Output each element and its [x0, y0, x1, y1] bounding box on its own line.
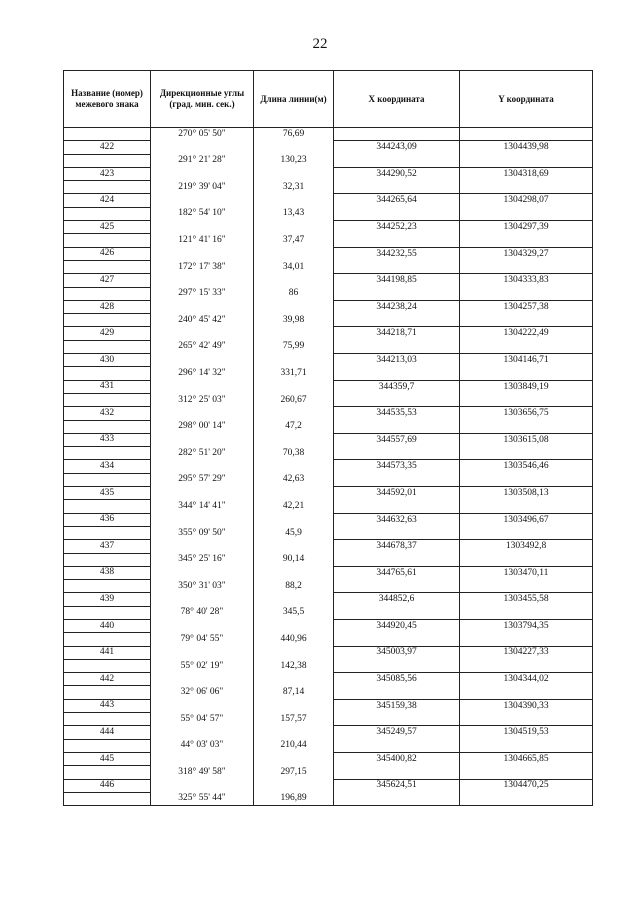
- y-coordinate-cell: 1303615,08: [460, 433, 593, 446]
- x-coordinate-cell: 344243,09: [334, 141, 460, 154]
- line-row: [64, 659, 593, 672]
- boundary-coordinates-table: [63, 70, 593, 806]
- header-y-coordinate: Y координата: [460, 71, 593, 128]
- point-name-cell: 442: [64, 673, 151, 686]
- point-name-cell: 422: [64, 141, 151, 154]
- point-row: [64, 141, 593, 154]
- line-length-cell: 210,44: [254, 739, 334, 752]
- y-coordinate-cell: 1304298,07: [460, 194, 593, 207]
- line-length-cell: 87,14: [254, 686, 334, 699]
- direction-angle-cell: 182° 54' 10": [151, 207, 254, 220]
- line-row: [64, 739, 593, 752]
- line-row: [64, 792, 593, 805]
- line-row: [64, 500, 593, 513]
- point-row: [64, 460, 593, 473]
- x-coordinate-cell: 344252,23: [334, 221, 460, 234]
- direction-angle-cell: 79° 04' 55": [151, 633, 254, 646]
- line-row: [64, 207, 593, 220]
- line-length-cell: 70,38: [254, 447, 334, 460]
- point-row: [64, 779, 593, 792]
- y-coordinate-cell: 1303492,8: [460, 540, 593, 553]
- direction-angle-cell: 32° 06' 06": [151, 686, 254, 699]
- line-row: [64, 367, 593, 380]
- point-row: [64, 540, 593, 553]
- line-row: [64, 128, 593, 141]
- line-length-cell: 440,96: [254, 633, 334, 646]
- table-body: [64, 128, 593, 806]
- header-point-name: Название (номер) межевого знака: [64, 71, 151, 128]
- point-row: [64, 673, 593, 686]
- y-coordinate-cell: 1303508,13: [460, 487, 593, 500]
- direction-angle-cell: 240° 45' 42": [151, 314, 254, 327]
- line-row: [64, 553, 593, 566]
- point-row: [64, 646, 593, 659]
- direction-angle-cell: 270° 05' 50": [151, 128, 254, 141]
- point-row: [64, 380, 593, 393]
- direction-angle-cell: 172° 17' 38": [151, 260, 254, 273]
- line-length-cell: 345,5: [254, 606, 334, 619]
- x-coordinate-cell: 344198,85: [334, 274, 460, 287]
- line-length-cell: 142,38: [254, 659, 334, 672]
- x-coordinate-cell: 345085,56: [334, 673, 460, 686]
- point-row: [64, 513, 593, 526]
- y-coordinate-cell: 1304146,71: [460, 354, 593, 367]
- y-coordinate-cell: 1304297,39: [460, 221, 593, 234]
- direction-angle-cell: 355° 09' 50": [151, 526, 254, 539]
- y-coordinate-cell: 1304519,53: [460, 726, 593, 739]
- point-name-cell: 437: [64, 540, 151, 553]
- point-row: [64, 247, 593, 260]
- direction-angle-cell: 350° 31' 03": [151, 580, 254, 593]
- point-row: [64, 593, 593, 606]
- point-name-cell: 445: [64, 752, 151, 765]
- x-coordinate-cell: 344232,55: [334, 247, 460, 260]
- line-length-cell: 157,57: [254, 713, 334, 726]
- line-row: [64, 473, 593, 486]
- line-length-cell: 297,15: [254, 766, 334, 779]
- y-coordinate-cell: 1304329,27: [460, 247, 593, 260]
- point-row: [64, 167, 593, 180]
- y-coordinate-cell: 1303546,46: [460, 460, 593, 473]
- point-name-cell: 432: [64, 407, 151, 420]
- line-length-cell: 260,67: [254, 393, 334, 406]
- line-row: [64, 393, 593, 406]
- point-row: [64, 726, 593, 739]
- y-coordinate-cell: 1303470,11: [460, 566, 593, 579]
- header-line-length: Длина линии(м): [254, 71, 334, 128]
- point-name-cell: 436: [64, 513, 151, 526]
- line-row: [64, 580, 593, 593]
- line-row: [64, 260, 593, 273]
- x-coordinate-cell: 345400,82: [334, 752, 460, 765]
- line-length-cell: 90,14: [254, 553, 334, 566]
- y-coordinate-cell: 1303496,67: [460, 513, 593, 526]
- point-name-cell: 446: [64, 779, 151, 792]
- x-coordinate-cell: 344290,52: [334, 167, 460, 180]
- direction-angle-cell: 345° 25' 16": [151, 553, 254, 566]
- y-coordinate-cell: 1304333,83: [460, 274, 593, 287]
- y-coordinate-cell: 1304222,49: [460, 327, 593, 340]
- point-name-cell: 429: [64, 327, 151, 340]
- x-coordinate-cell: 344678,37: [334, 540, 460, 553]
- line-length-cell: 88,2: [254, 580, 334, 593]
- x-coordinate-cell: 344359,7: [334, 380, 460, 393]
- line-length-cell: 75,99: [254, 340, 334, 353]
- point-row: [64, 300, 593, 313]
- y-coordinate-cell: 1304665,85: [460, 752, 593, 765]
- line-length-cell: 42,63: [254, 473, 334, 486]
- direction-angle-cell: 344° 14' 41": [151, 500, 254, 513]
- point-name-cell: 435: [64, 487, 151, 500]
- x-coordinate-cell: 345249,57: [334, 726, 460, 739]
- point-name-cell: 427: [64, 274, 151, 287]
- y-coordinate-cell: 1303849,19: [460, 380, 593, 393]
- point-name-cell: 426: [64, 247, 151, 260]
- y-coordinate-cell: 1303455,58: [460, 593, 593, 606]
- line-length-cell: 13,43: [254, 207, 334, 220]
- y-coordinate-cell: 1303794,35: [460, 619, 593, 632]
- x-coordinate-cell: 344852,6: [334, 593, 460, 606]
- direction-angle-cell: 55° 04' 57": [151, 713, 254, 726]
- direction-angle-cell: 297° 15' 33": [151, 287, 254, 300]
- point-row: [64, 699, 593, 712]
- x-coordinate-cell: 345624,51: [334, 779, 460, 792]
- point-row: [64, 566, 593, 579]
- direction-angle-cell: 312° 25' 03": [151, 393, 254, 406]
- direction-angle-cell: 291° 21' 28": [151, 154, 254, 167]
- direction-angle-cell: 325° 55' 44": [151, 792, 254, 805]
- line-row: [64, 633, 593, 646]
- line-row: [64, 154, 593, 167]
- line-row: [64, 287, 593, 300]
- direction-angle-cell: 55° 02' 19": [151, 659, 254, 672]
- point-row: [64, 221, 593, 234]
- x-coordinate-cell: 344535,53: [334, 407, 460, 420]
- point-name-cell: 438: [64, 566, 151, 579]
- x-coordinate-cell: 344218,71: [334, 327, 460, 340]
- x-coordinate-cell: 345003,97: [334, 646, 460, 659]
- line-row: [64, 420, 593, 433]
- x-coordinate-cell: 344213,03: [334, 354, 460, 367]
- y-coordinate-cell: 1303656,75: [460, 407, 593, 420]
- line-length-cell: 42,21: [254, 500, 334, 513]
- header-x-coordinate: Х координата: [334, 71, 460, 128]
- y-coordinate-cell: 1304227,33: [460, 646, 593, 659]
- point-row: [64, 327, 593, 340]
- direction-angle-cell: 282° 51' 20": [151, 447, 254, 460]
- point-name-cell: 434: [64, 460, 151, 473]
- header-direction-angle: Дирекционные углы (град. мин. сек.): [151, 71, 254, 128]
- page-number: 22: [312, 36, 328, 52]
- point-row: [64, 274, 593, 287]
- line-row: [64, 766, 593, 779]
- y-coordinate-cell: 1304257,38: [460, 300, 593, 313]
- line-length-cell: 86: [254, 287, 334, 300]
- point-name-cell: 423: [64, 167, 151, 180]
- point-row: [64, 752, 593, 765]
- y-coordinate-cell: 1304470,25: [460, 779, 593, 792]
- line-length-cell: 196,89: [254, 792, 334, 805]
- direction-angle-cell: 318° 49' 58": [151, 766, 254, 779]
- line-length-cell: 34,01: [254, 260, 334, 273]
- point-name-cell: 425: [64, 221, 151, 234]
- y-coordinate-cell: 1304390,33: [460, 699, 593, 712]
- x-coordinate-cell: 344265,64: [334, 194, 460, 207]
- point-name-cell: 443: [64, 699, 151, 712]
- line-length-cell: 32,31: [254, 181, 334, 194]
- x-coordinate-cell: 345159,38: [334, 699, 460, 712]
- direction-angle-cell: 44° 03' 03": [151, 739, 254, 752]
- direction-angle-cell: 219° 39' 04": [151, 181, 254, 194]
- point-row: [64, 433, 593, 446]
- x-coordinate-cell: 344632,63: [334, 513, 460, 526]
- y-coordinate-cell: 1304439,98: [460, 141, 593, 154]
- line-length-cell: 47,2: [254, 420, 334, 433]
- line-row: [64, 314, 593, 327]
- y-coordinate-cell: 1304318,69: [460, 167, 593, 180]
- line-row: [64, 526, 593, 539]
- line-row: [64, 447, 593, 460]
- direction-angle-cell: 295° 57' 29": [151, 473, 254, 486]
- direction-angle-cell: 298° 00' 14": [151, 420, 254, 433]
- y-coordinate-cell: 1304344,02: [460, 673, 593, 686]
- line-row: [64, 686, 593, 699]
- line-length-cell: 37,47: [254, 234, 334, 247]
- line-row: [64, 340, 593, 353]
- table-header-row: [64, 71, 593, 128]
- x-coordinate-cell: 344765,61: [334, 566, 460, 579]
- direction-angle-cell: 265° 42' 49": [151, 340, 254, 353]
- point-name-cell: 444: [64, 726, 151, 739]
- point-row: [64, 407, 593, 420]
- point-row: [64, 487, 593, 500]
- point-name-cell: 439: [64, 593, 151, 606]
- point-name-cell: 433: [64, 433, 151, 446]
- point-row: [64, 619, 593, 632]
- direction-angle-cell: 78° 40' 28": [151, 606, 254, 619]
- line-length-cell: 331,71: [254, 367, 334, 380]
- x-coordinate-cell: 344573,35: [334, 460, 460, 473]
- line-length-cell: 45,9: [254, 526, 334, 539]
- line-row: [64, 181, 593, 194]
- line-row: [64, 234, 593, 247]
- point-name-cell: 431: [64, 380, 151, 393]
- point-row: [64, 194, 593, 207]
- point-row: [64, 354, 593, 367]
- line-row: [64, 713, 593, 726]
- x-coordinate-cell: 344592,01: [334, 487, 460, 500]
- line-length-cell: 130,23: [254, 154, 334, 167]
- line-length-cell: 76,69: [254, 128, 334, 141]
- point-name-cell: 428: [64, 300, 151, 313]
- point-name-cell: 441: [64, 646, 151, 659]
- direction-angle-cell: 296° 14' 32": [151, 367, 254, 380]
- line-row: [64, 606, 593, 619]
- line-length-cell: 39,98: [254, 314, 334, 327]
- x-coordinate-cell: 344238,24: [334, 300, 460, 313]
- point-name-cell: 424: [64, 194, 151, 207]
- point-name-cell: 430: [64, 354, 151, 367]
- direction-angle-cell: 121° 41' 16": [151, 234, 254, 247]
- x-coordinate-cell: 344920,45: [334, 619, 460, 632]
- point-name-cell: 440: [64, 619, 151, 632]
- x-coordinate-cell: 344557,69: [334, 433, 460, 446]
